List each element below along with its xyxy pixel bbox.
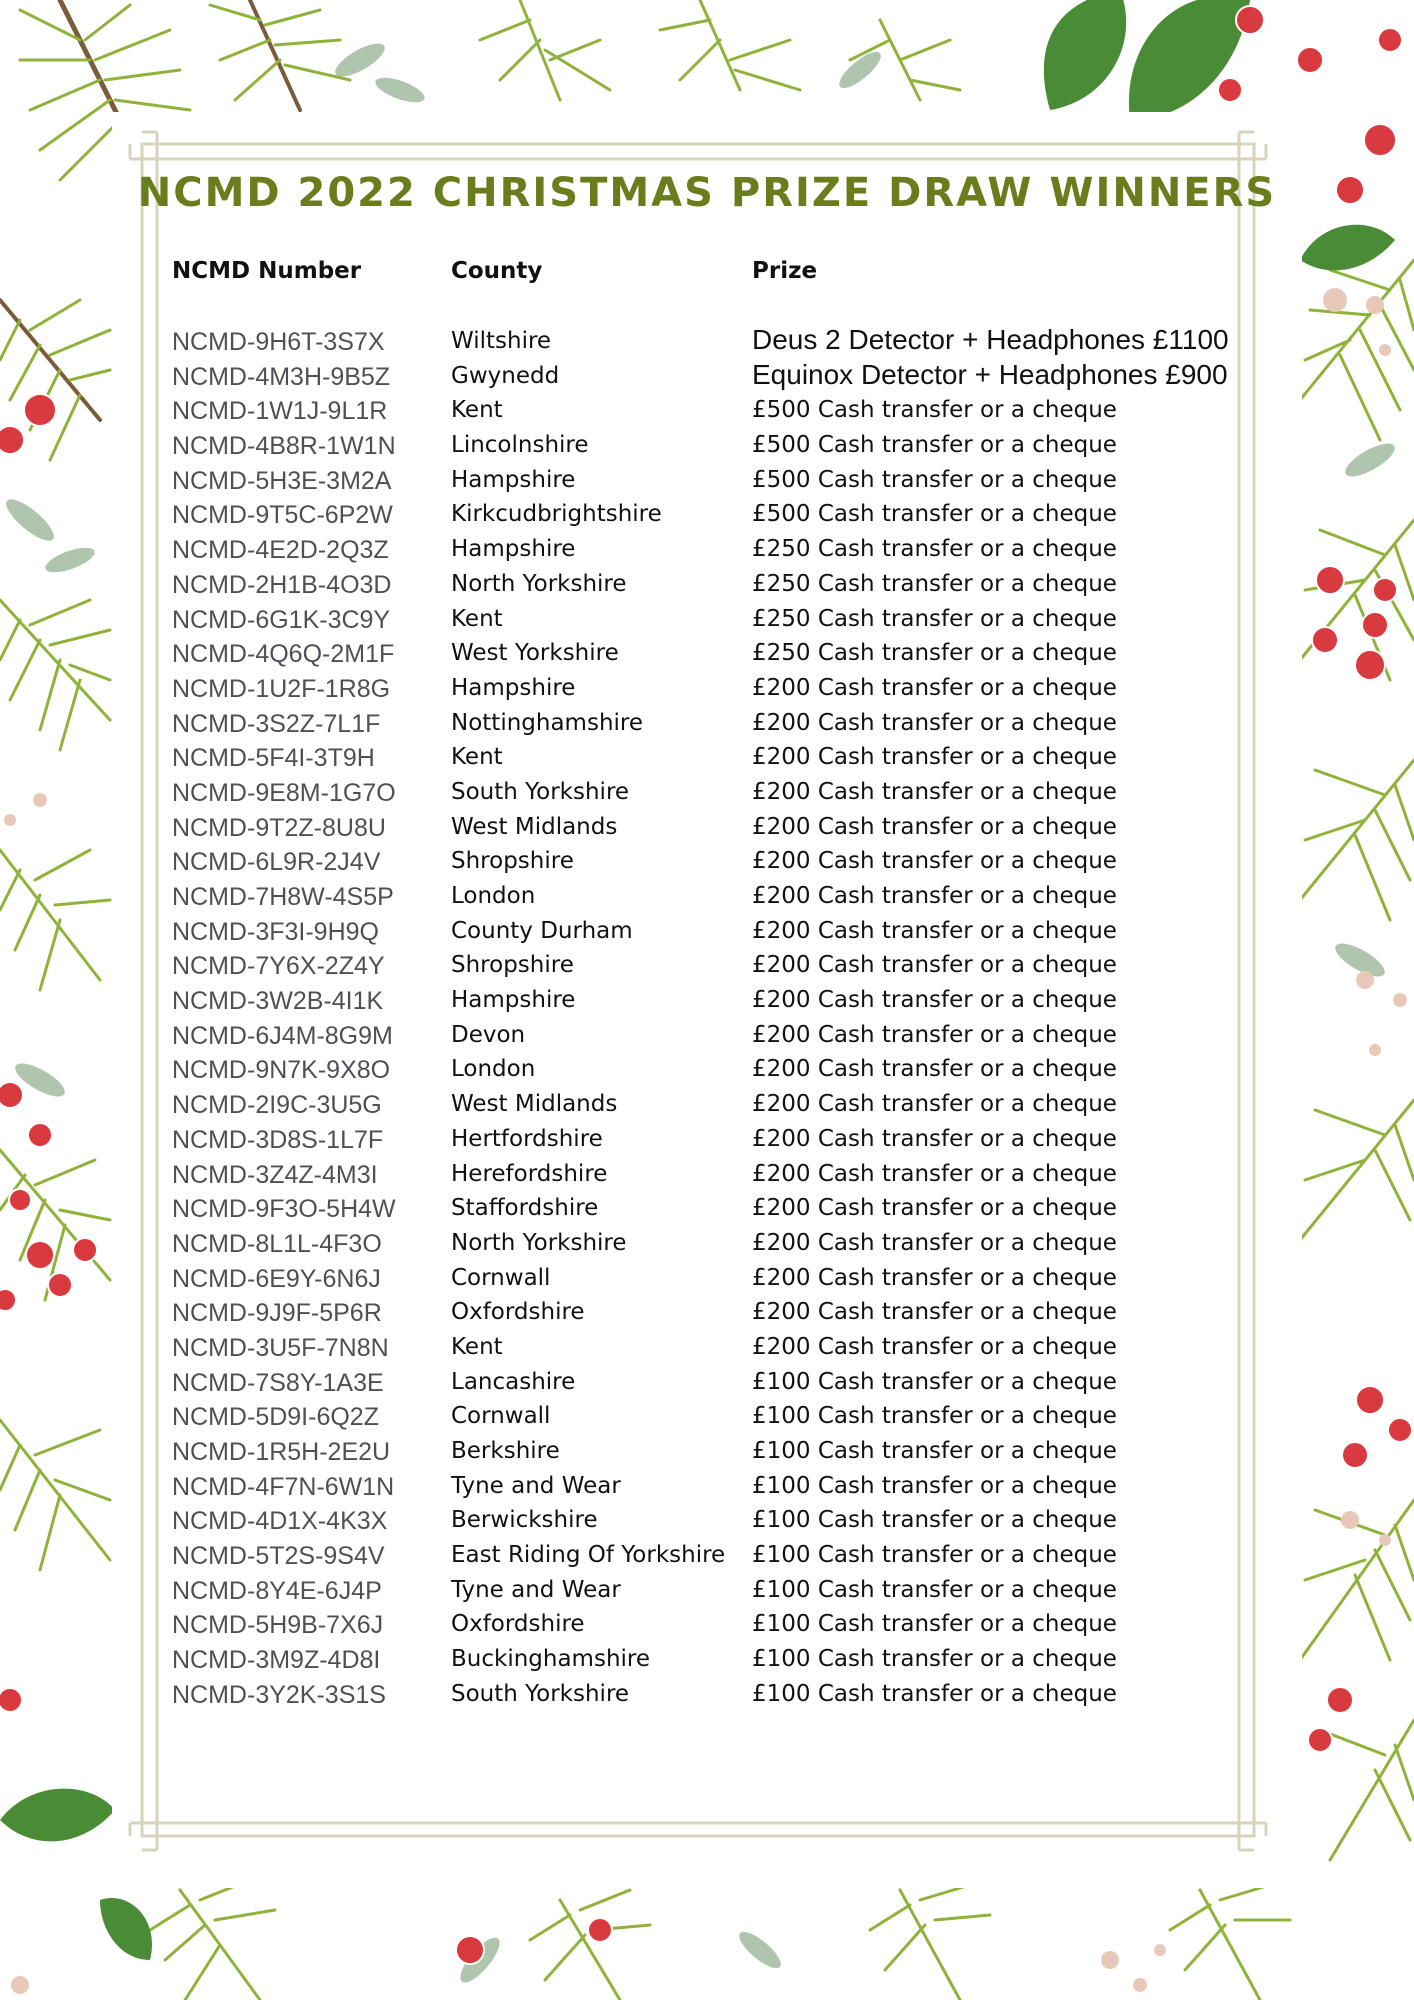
table-row (112, 324, 1302, 359)
ncmd-number-cell: NCMD-3S2Z-7L1F (172, 709, 381, 738)
prize-cell: £200 Cash transfer or a cheque (752, 1160, 1117, 1187)
table-row (112, 393, 1302, 428)
table-row (112, 775, 1302, 810)
table-row (112, 1191, 1302, 1226)
county-cell: London (451, 1056, 536, 1083)
table-row (112, 1295, 1302, 1330)
prize-cell: £500 Cash transfer or a cheque (752, 397, 1117, 424)
table-row (112, 983, 1302, 1018)
county-cell: Lancashire (451, 1368, 576, 1395)
ncmd-number-cell: NCMD-2H1B-4O3D (172, 570, 392, 599)
prize-cell: £100 Cash transfer or a cheque (752, 1680, 1117, 1707)
prize-cell: £250 Cash transfer or a cheque (752, 640, 1117, 667)
ncmd-number-cell: NCMD-7H8W-4S5P (172, 883, 394, 911)
table-row (112, 1538, 1302, 1573)
prize-cell: £200 Cash transfer or a cheque (752, 813, 1117, 840)
prize-cell: £200 Cash transfer or a cheque (752, 952, 1117, 979)
county-cell: West Yorkshire (451, 640, 619, 667)
prize-cell: £200 Cash transfer or a cheque (752, 709, 1117, 736)
county-cell: Hampshire (451, 987, 576, 1014)
table-header (112, 258, 1302, 294)
ncmd-number-cell: NCMD-6G1K-3C9Y (172, 605, 391, 634)
prize-cell: £100 Cash transfer or a cheque (752, 1611, 1117, 1638)
county-cell: Kent (451, 397, 503, 424)
county-cell: Hertfordshire (451, 1125, 603, 1152)
prize-cell: £100 Cash transfer or a cheque (752, 1646, 1117, 1673)
ncmd-number-cell: NCMD-3Z4Z-4M3I (172, 1160, 378, 1189)
table-row (112, 1469, 1302, 1504)
prize-cell: £200 Cash transfer or a cheque (752, 848, 1117, 875)
ncmd-number-cell: NCMD-3M9Z-4D8I (172, 1646, 381, 1675)
prize-cell: £100 Cash transfer or a cheque (752, 1576, 1117, 1603)
prize-cell: £250 Cash transfer or a cheque (752, 605, 1117, 632)
table-row (112, 428, 1302, 463)
ncmd-number-cell: NCMD-9T5C-6P2W (172, 501, 393, 530)
prize-cell: £500 Cash transfer or a cheque (752, 501, 1117, 528)
ncmd-number-cell: NCMD-6J4M-8G9M (172, 1021, 393, 1050)
table-row (112, 1087, 1302, 1122)
ncmd-number-cell: NCMD-3W2B-4I1K (172, 987, 384, 1016)
county-cell: Gwynedd (451, 362, 560, 389)
prize-cell: £250 Cash transfer or a cheque (752, 570, 1117, 597)
ncmd-number-cell: NCMD-6E9Y-6N6J (172, 1264, 381, 1293)
county-cell: Devon (451, 1021, 526, 1048)
county-cell: North Yorkshire (451, 1229, 627, 1256)
table-row (112, 948, 1302, 983)
county-cell: Kent (451, 744, 503, 771)
ncmd-number-cell: NCMD-9J9F-5P6R (172, 1299, 382, 1328)
table-row (112, 810, 1302, 845)
ncmd-number-cell: NCMD-5H9B-7X6J (172, 1611, 384, 1640)
prize-cell: £100 Cash transfer or a cheque (752, 1403, 1117, 1430)
ncmd-number-cell: NCMD-4B8R-1W1N (172, 432, 396, 461)
county-cell: Hampshire (451, 536, 576, 563)
prize-cell: £200 Cash transfer or a cheque (752, 917, 1117, 944)
ncmd-number-cell: NCMD-1W1J-9L1R (172, 397, 388, 426)
county-cell: Berkshire (451, 1438, 560, 1464)
table-row (112, 1607, 1302, 1642)
county-cell: West Midlands (451, 813, 618, 840)
header-prize: Prize (752, 258, 818, 284)
county-cell: Berwickshire (451, 1507, 598, 1534)
county-cell: Tyne and Wear (451, 1576, 621, 1603)
table-row (112, 1434, 1302, 1469)
ncmd-number-cell: NCMD-1R5H-2E2U (172, 1438, 391, 1466)
table-row (112, 497, 1302, 532)
prize-cell: £200 Cash transfer or a cheque (752, 1299, 1117, 1326)
prize-cell: £100 Cash transfer or a cheque (752, 1368, 1117, 1395)
county-cell: Shropshire (451, 952, 574, 979)
ncmd-number-cell: NCMD-4E2D-2Q3Z (172, 536, 389, 565)
county-cell: Nottinghamshire (451, 709, 644, 736)
county-cell: Cornwall (451, 1264, 551, 1291)
table-row (112, 1122, 1302, 1157)
ncmd-number-cell: NCMD-3Y2K-3S1S (172, 1680, 386, 1709)
ncmd-number-cell: NCMD-8Y4E-6J4P (172, 1576, 382, 1605)
prize-cell: £200 Cash transfer or a cheque (752, 1195, 1117, 1222)
ncmd-number-cell: NCMD-5F4I-3T9H (172, 744, 375, 773)
header-ncmd-number: NCMD Number (172, 258, 362, 284)
prize-cell: £100 Cash transfer or a cheque (752, 1507, 1117, 1534)
county-cell: North Yorkshire (451, 570, 627, 597)
ncmd-number-cell: NCMD-4Q6Q-2M1F (172, 640, 395, 669)
prize-cell: £200 Cash transfer or a cheque (752, 1333, 1117, 1360)
county-cell: Hampshire (451, 466, 576, 493)
table-row (112, 706, 1302, 741)
prize-cell: £200 Cash transfer or a cheque (752, 744, 1117, 771)
table-row (112, 532, 1302, 567)
table-row (112, 1330, 1302, 1365)
ncmd-number-cell: NCMD-5H3E-3M2A (172, 466, 392, 495)
table-row (112, 1226, 1302, 1261)
ncmd-number-cell: NCMD-4M3H-9B5Z (172, 362, 391, 391)
county-cell: Shropshire (451, 848, 574, 875)
county-cell: Oxfordshire (451, 1611, 585, 1638)
county-cell: Kent (451, 1333, 503, 1360)
prize-cell: £100 Cash transfer or a cheque (752, 1542, 1117, 1569)
prize-cell: Deus 2 Detector + Headphones £1100 (752, 324, 1229, 355)
table-row (112, 1365, 1302, 1400)
prize-cell: £100 Cash transfer or a cheque (752, 1438, 1117, 1464)
prize-cell: £200 Cash transfer or a cheque (752, 1229, 1117, 1256)
table-row (112, 671, 1302, 706)
ncmd-number-cell: NCMD-9H6T-3S7X (172, 328, 385, 356)
prize-cell: £500 Cash transfer or a cheque (752, 466, 1117, 493)
table-row (112, 879, 1302, 914)
county-cell: Tyne and Wear (451, 1472, 621, 1499)
ncmd-number-cell: NCMD-7Y6X-2Z4Y (172, 952, 385, 981)
ncmd-number-cell: NCMD-3D8S-1L7F (172, 1125, 384, 1154)
county-cell: Kirkcudbrightshire (451, 501, 662, 528)
table-row (112, 636, 1302, 671)
table-row (112, 1642, 1302, 1677)
prize-cell: £200 Cash transfer or a cheque (752, 1125, 1117, 1152)
ncmd-number-cell: NCMD-7S8Y-1A3E (172, 1368, 384, 1397)
ncmd-number-cell: NCMD-9N7K-9X8O (172, 1056, 391, 1085)
header-county: County (451, 258, 543, 284)
prize-cell: £200 Cash transfer or a cheque (752, 1056, 1117, 1083)
ncmd-number-cell: NCMD-5T2S-9S4V (172, 1542, 385, 1571)
table-row (112, 1157, 1302, 1192)
county-cell: Kent (451, 605, 503, 632)
ncmd-number-cell: NCMD-3F3I-9H9Q (172, 917, 379, 946)
ncmd-number-cell: NCMD-4F7N-6W1N (172, 1472, 395, 1501)
prize-cell: £200 Cash transfer or a cheque (752, 674, 1117, 701)
table-row (112, 1503, 1302, 1538)
table-row (112, 844, 1302, 879)
prize-cell: £200 Cash transfer or a cheque (752, 778, 1117, 805)
table-row (112, 914, 1302, 949)
table-row (112, 1399, 1302, 1434)
table-row (112, 1573, 1302, 1608)
county-cell: South Yorkshire (451, 1680, 630, 1707)
table-row (112, 740, 1302, 775)
prize-cell: £200 Cash transfer or a cheque (752, 883, 1117, 909)
prize-cell: £200 Cash transfer or a cheque (752, 1021, 1117, 1048)
county-cell: Oxfordshire (451, 1299, 585, 1326)
county-cell: Lincolnshire (451, 432, 589, 459)
county-cell: South Yorkshire (451, 778, 630, 805)
ncmd-number-cell: NCMD-6L9R-2J4V (172, 848, 381, 877)
prize-cell: £100 Cash transfer or a cheque (752, 1472, 1117, 1499)
ncmd-number-cell: NCMD-5D9I-6Q2Z (172, 1403, 379, 1432)
table-row (112, 1018, 1302, 1053)
ncmd-number-cell: NCMD-1U2F-1R8G (172, 674, 391, 703)
ncmd-number-cell: NCMD-4D1X-4K3X (172, 1507, 388, 1536)
prize-cell: £250 Cash transfer or a cheque (752, 536, 1117, 563)
county-cell: Hampshire (451, 674, 576, 701)
prize-cell: £500 Cash transfer or a cheque (752, 432, 1117, 459)
county-cell: Wiltshire (451, 328, 552, 354)
table-row (112, 1677, 1302, 1712)
prize-cell: Equinox Detector + Headphones £900 (752, 358, 1228, 390)
table-row (112, 463, 1302, 498)
county-cell: East Riding Of Yorkshire (451, 1542, 726, 1569)
ncmd-number-cell: NCMD-9E8M-1G7O (172, 778, 396, 807)
page-title: NCMD 2022 CHRISTMAS PRIZE DRAW WINNERS (137, 170, 1277, 216)
ncmd-number-cell: NCMD-3U5F-7N8N (172, 1333, 389, 1362)
county-cell: London (451, 883, 536, 909)
ncmd-number-cell: NCMD-9F3O-5H4W (172, 1195, 396, 1224)
county-cell: Staffordshire (451, 1195, 599, 1222)
county-cell: Herefordshire (451, 1160, 608, 1187)
winners-list (112, 324, 1302, 1712)
ncmd-number-cell: NCMD-2I9C-3U5G (172, 1091, 382, 1120)
table-row (112, 602, 1302, 637)
table-row (112, 1261, 1302, 1296)
prize-cell: £200 Cash transfer or a cheque (752, 1264, 1117, 1291)
ncmd-number-cell: NCMD-9T2Z-8U8U (172, 813, 386, 842)
county-cell: Buckinghamshire (451, 1646, 651, 1673)
winners-card (112, 112, 1302, 1888)
county-cell: West Midlands (451, 1091, 618, 1118)
table-row (112, 567, 1302, 602)
table-row (112, 1052, 1302, 1087)
ncmd-number-cell: NCMD-8L1L-4F3O (172, 1229, 382, 1258)
county-cell: Cornwall (451, 1403, 551, 1430)
table-row (112, 359, 1302, 394)
county-cell: County Durham (451, 917, 633, 944)
prize-cell: £200 Cash transfer or a cheque (752, 987, 1117, 1014)
prize-cell: £200 Cash transfer or a cheque (752, 1091, 1117, 1118)
